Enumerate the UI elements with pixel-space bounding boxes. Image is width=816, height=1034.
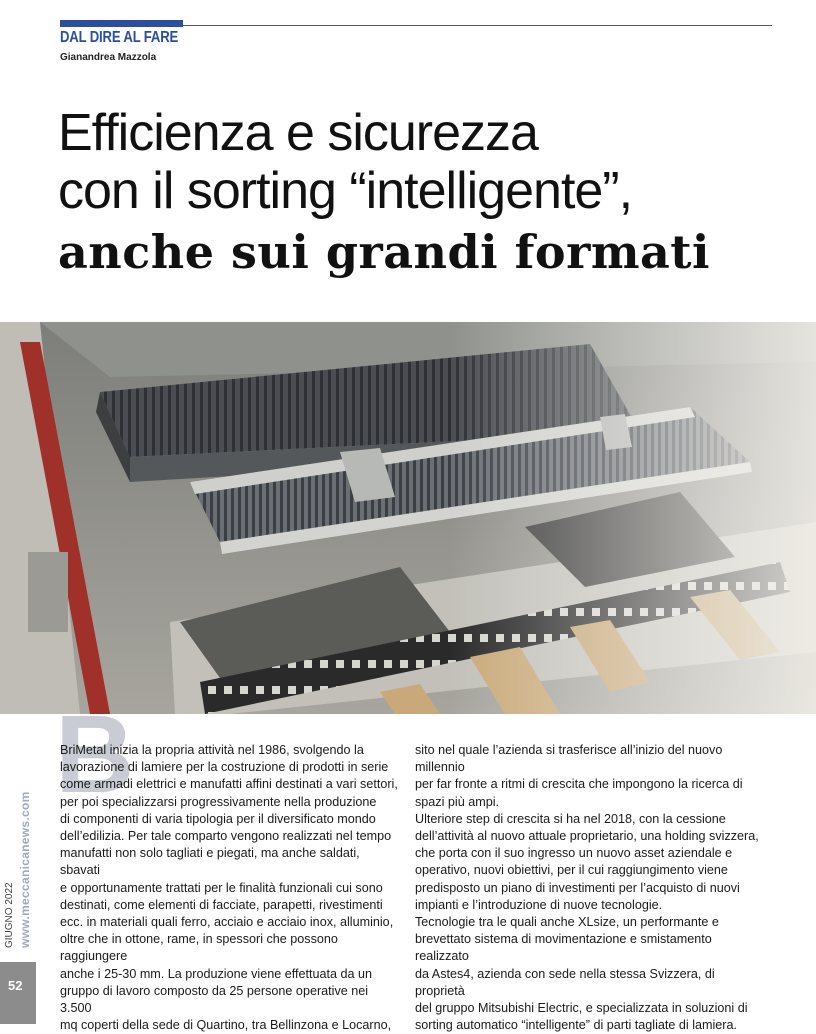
author-name: Gianandrea Mazzola <box>60 52 157 63</box>
paragraph: Ulteriore step di crescita si ha nel 2018, con la cessione dell’attività al nuovo attuale proprietario, una holding svizzera, che porta con il suo ingresso un nuovo asset aziendale e operativo, nuovi obiettivi, per il cui raggiungimento viene predisposto un piano di investimenti per l’acquisto di nuovi impianti e l’introduzione di nuove tecnologie. <box>415 811 759 912</box>
paragraph: BriMetal inizia la propria attività nel 1986, svolgendo la lavorazione di lamiere per la costruzione di prodotti in serie come armadi elettrici e manufatti affini destinati a vari settori, per poi specializzarsi progressivamente nella produzione di componenti di varia tipologia per il diversificato mondo dell’edilizia. Per tale comparto vengono realizzati nel tempo manufatti non solo tagliati e piegati, ma anche saldati, sbavati e opportunamente trattati per le finalità funzionali cui sono destinati, come elementi di facciate, parapetti, rivestimenti ecc. in materiali quali ferro, acciaio e acciaio inox, alluminio, oltre che in ottone, rame, in spessori che possono raggiungere anche i 25-30 mm. La produzione viene effettuata da un gruppo di lavoro composto da 25 persone operative nei 3.500 mq coperti della sede di Quartino, tra Bellinzona e Locarno, <box>60 743 398 1033</box>
paragraph: Tecnologie tra le quali anche XLsize, un performante e brevettato sistema di movimentazione e smistamento realizzato da Astes4, azienda con sede nella stessa Svizzera, di proprietà del gruppo Mitsubishi Electric, e specializzata in soluzioni di sorting automatico “intelligente” di parti tagliate di lamiera. <box>415 915 748 1033</box>
article-column-left <box>60 742 398 1034</box>
issue-date: GIUGNO 2022 <box>4 882 15 948</box>
title-line-3: anche sui grandi formati <box>58 225 711 279</box>
header-rule <box>183 25 772 26</box>
title-line-1: Efficienza e sicurezza <box>58 104 538 162</box>
article-title <box>58 104 798 282</box>
article-column-right <box>415 742 760 1034</box>
drop-cap: B <box>55 693 135 816</box>
section-label: DAL DIRE AL FARE <box>60 29 179 46</box>
paragraph: sito nel quale l’azienda si trasferisce all’inizio del nuovo millennio per far fronte a ritmi di crescita che impongono la ricerca di spazi più ampi. <box>415 743 743 809</box>
website-url: www.meccanicanews.com <box>18 791 32 948</box>
page-number-box <box>0 962 36 1024</box>
article-photo <box>0 322 816 714</box>
page-number: 52 <box>8 978 23 993</box>
title-line-2: con il sorting “intelligente”, <box>58 162 633 220</box>
section-accent-bar <box>60 20 183 27</box>
